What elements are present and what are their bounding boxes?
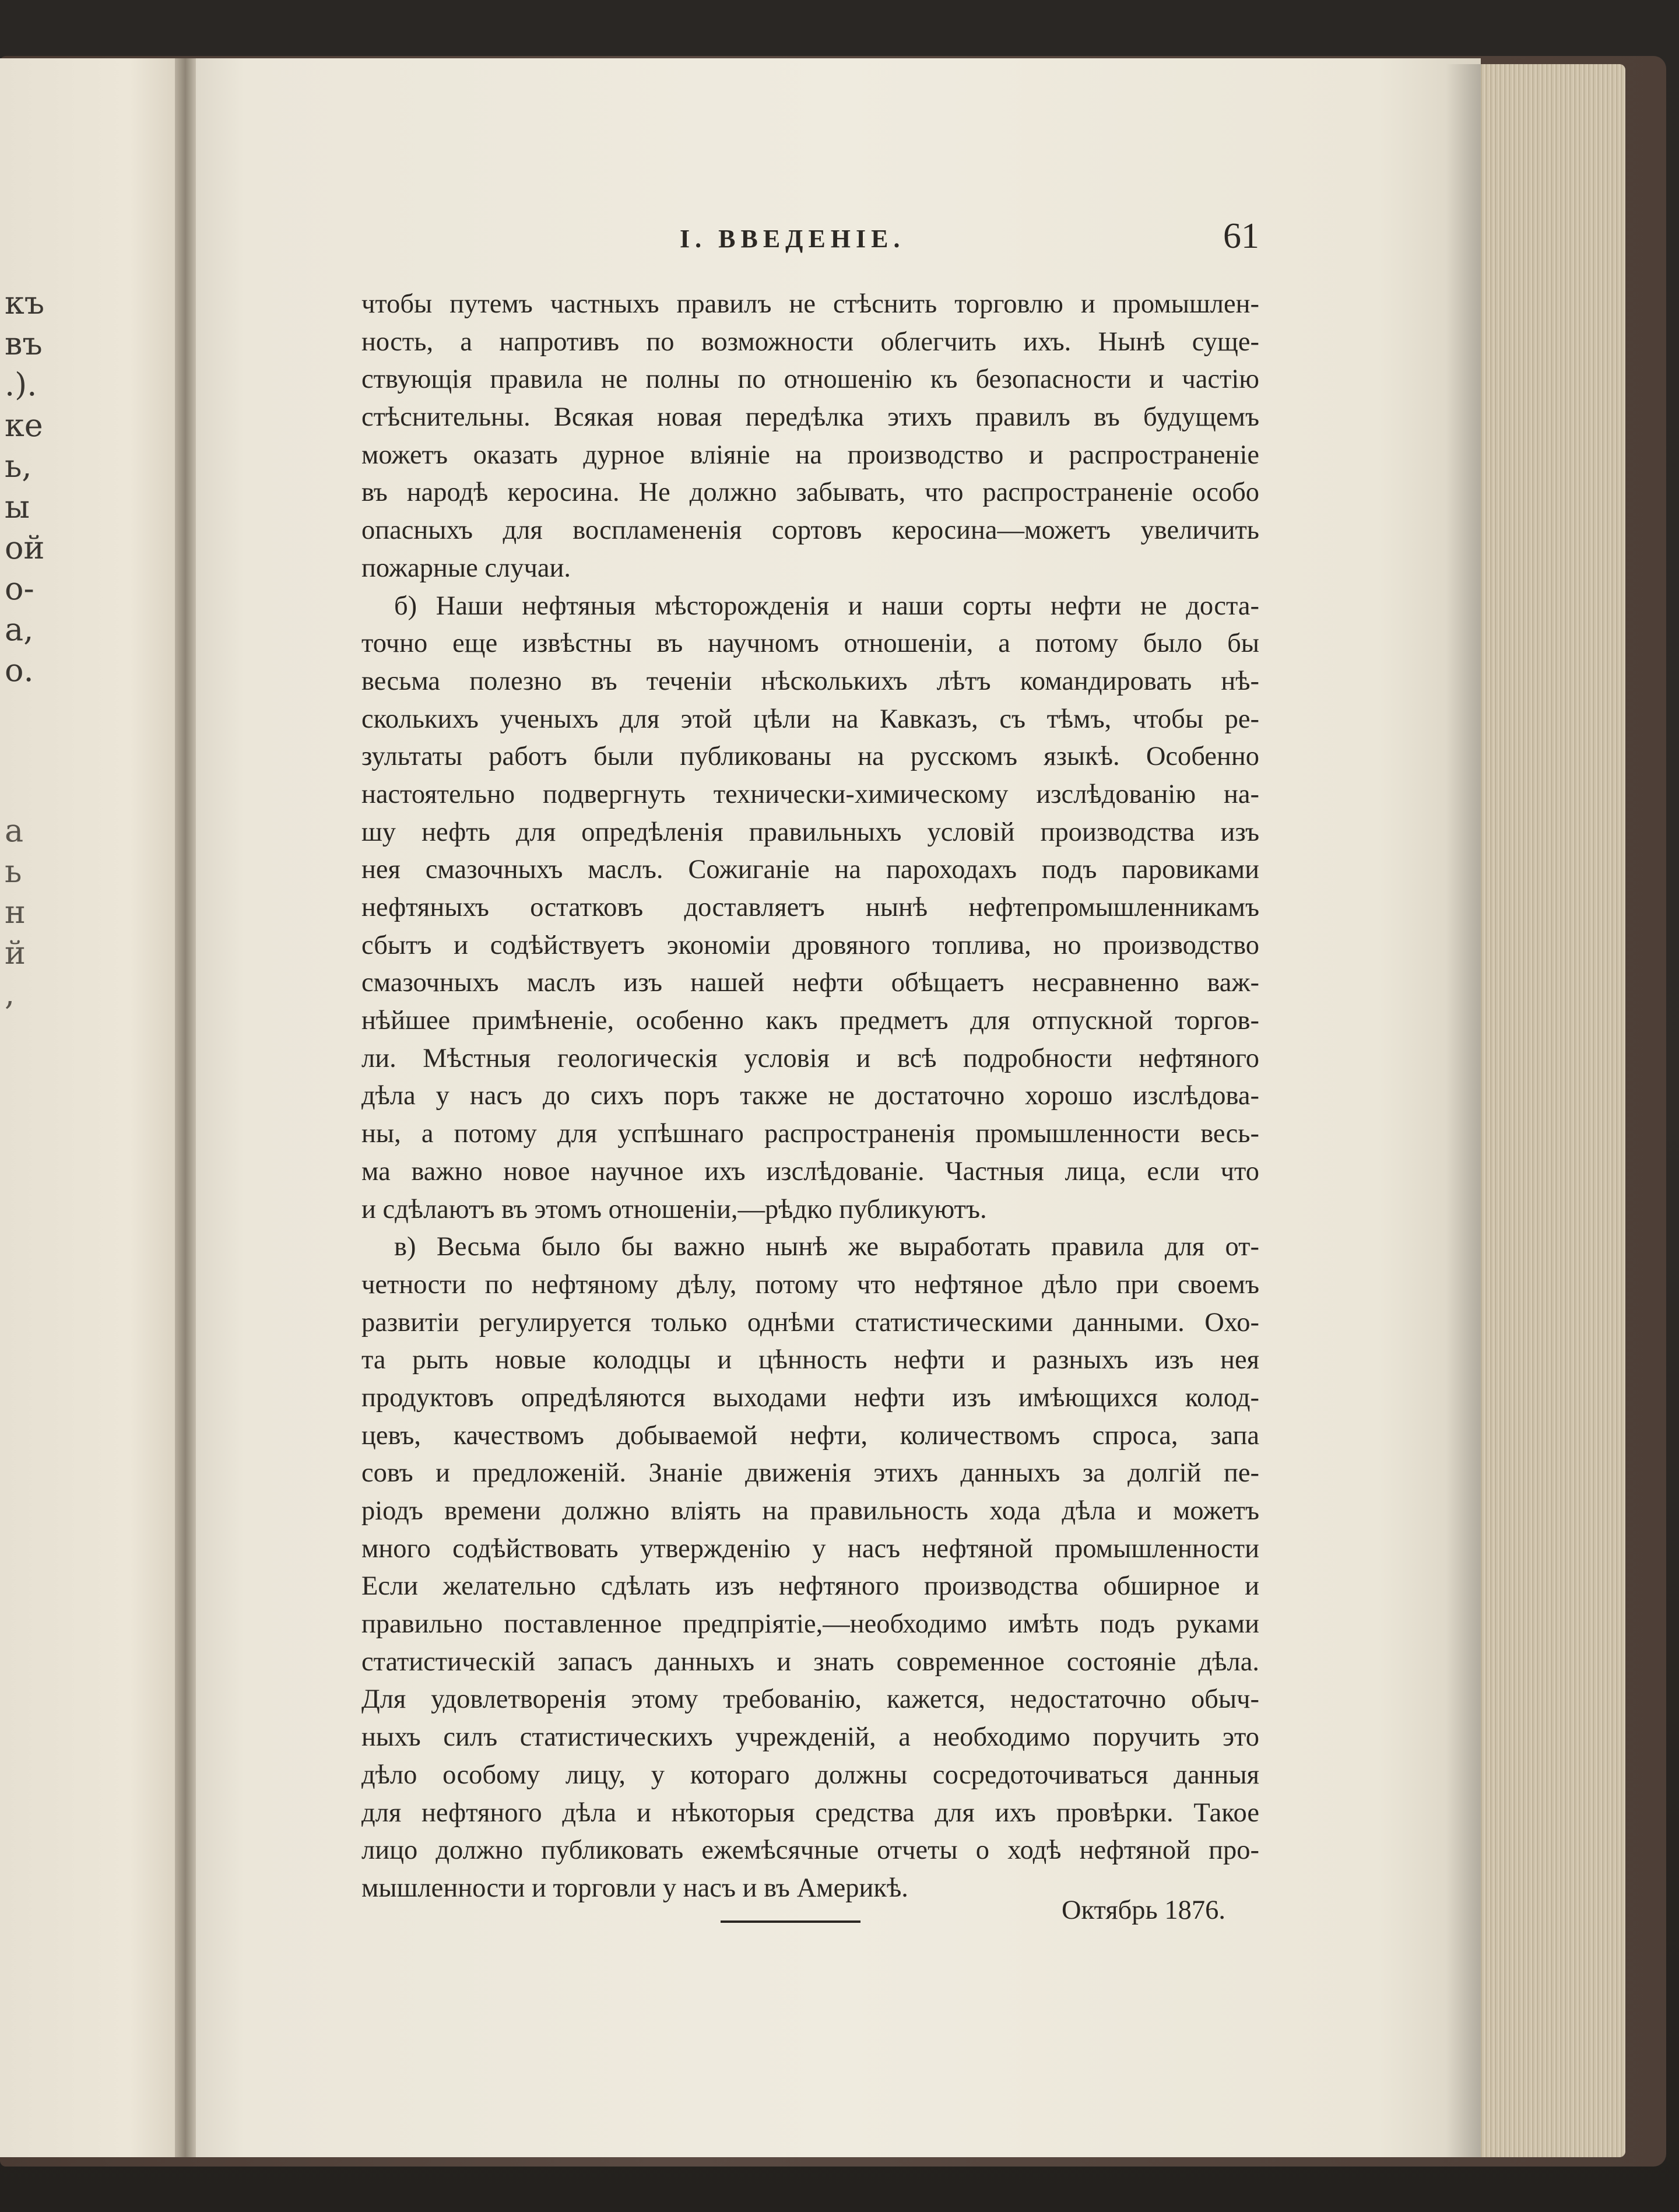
text-line: въ народѣ керосина. Не должно забывать, что распространеніе особо (361, 477, 1259, 508)
left-fragment: а (5, 812, 24, 849)
text-line: статистическій запасъ данныхъ и знать современное состояніе дѣла. (361, 1646, 1259, 1677)
text-line: ствующія правила не полны по отношенію къ безопасности и частію (361, 364, 1259, 395)
page-body-text (361, 286, 1259, 1908)
text-line: ны, а потому для успѣшнаго распространенія промышленности весь- (361, 1119, 1259, 1149)
left-fragment: , (5, 975, 15, 1012)
text-line: четности по нефтяному дѣлу, потому что нефтяное дѣло при своемъ (361, 1269, 1259, 1300)
text-line: весьма полезно въ теченіи нѣсколькихъ лѣтъ командировать нѣ- (361, 666, 1259, 696)
left-fragment: къ (5, 285, 45, 321)
text-line: можетъ оказать дурное вліяніе на производство и распространеніе (361, 440, 1259, 470)
left-fragment: въ (5, 325, 43, 362)
left-fragment: ь, (5, 448, 32, 484)
left-fragment: ой (5, 529, 45, 566)
text-line: правильно поставленное предпріятіе,—необходимо имѣть подъ руками (361, 1609, 1259, 1639)
text-line: ность, а напротивъ по возможности облегчить ихъ. Нынѣ суще- (361, 326, 1259, 357)
text-line: сбытъ и содѣйствуетъ экономіи дровяного топлива, но производство (361, 930, 1259, 960)
text-line: ріодъ времени должно вліять на правильность хода дѣла и можетъ (361, 1496, 1259, 1526)
running-header (680, 216, 1259, 262)
text-line: стѣснительны. Всякая новая передѣлка этихъ правилъ въ будущемъ (361, 402, 1259, 433)
page-edge-shadow (1446, 64, 1481, 2157)
closing-rule (721, 1920, 860, 1923)
closing-date: Октябрь 1876. (1061, 1895, 1225, 1925)
text-line: нѣйшее примѣненіе, особенно какъ предметъ для отпускной торгов- (361, 1006, 1259, 1036)
text-line: сколькихъ ученыхъ для этой цѣли на Кавказъ, съ тѣмъ, чтобы ре- (361, 704, 1259, 734)
text-line: дѣла у насъ до сихъ поръ также не достаточно хорошо изслѣдова- (361, 1081, 1259, 1111)
left-page-text-fragments-lower (5, 810, 28, 1014)
text-line: б) Наши нефтяныя мѣсторожденія и наши сорты нефти не доста- (394, 591, 1259, 621)
left-fragment: о- (5, 570, 34, 607)
text-line: ныхъ силъ статистическихъ учрежденій, а необходимо поручить это (361, 1722, 1259, 1753)
text-line: ли. Мѣстныя геологическія условія и всѣ подробности нефтяного (361, 1043, 1259, 1073)
text-line: шу нефть для опредѣленія правильныхъ условій производства изъ (361, 817, 1259, 847)
chapter-title: I. ВВЕДЕНІЕ. (680, 224, 905, 253)
text-line: много содѣйствовать утвержденію у насъ нефтяной промышленности (361, 1533, 1259, 1564)
text-line: мышленности и торговли у насъ и въ Америкѣ. (361, 1873, 908, 1903)
text-line: настоятельно подвергнуть технически-химическому изслѣдованію на- (361, 779, 1259, 809)
text-line: совъ и предложеній. Знаніе движенія этихъ данныхъ за долгій пе- (361, 1458, 1259, 1488)
text-line: Если желательно сдѣлать изъ нефтяного производства обширное и (361, 1571, 1259, 1602)
text-line: опасныхъ для воспламененія сортовъ керосина—можетъ увеличить (361, 515, 1259, 546)
text-line: зультаты работъ были публикованы на русскомъ языкѣ. Особенно (361, 742, 1259, 772)
left-page-text-fragments (5, 283, 45, 691)
text-line: в) Весьма было бы важно нынѣ же выработать правила для от- (394, 1232, 1259, 1262)
left-fragment: кe (5, 407, 43, 444)
text-line: точно еще извѣстны въ научномъ отношеніи, а потому было бы (361, 629, 1259, 659)
text-line: Для удовлетворенія этому требованію, кажется, недостаточно обыч- (361, 1684, 1259, 1715)
text-line: цевъ, качествомъ добываемой нефти, количествомъ спроса, запа (361, 1420, 1259, 1451)
text-line: нея смазочныхъ маслъ. Сожиганіе на пароходахъ подъ паровиками (361, 855, 1259, 885)
left-fragment: а, (5, 611, 34, 648)
text-line: и сдѣлаютъ въ этомъ отношеніи,—рѣдко публикуютъ. (361, 1194, 987, 1224)
book-gutter (175, 58, 196, 2157)
text-line: для нефтяного дѣла и нѣкоторыя средства для ихъ провѣрки. Такое (361, 1797, 1259, 1828)
text-line: та рыть новые колодцы и цѣнность нефти и разныхъ изъ нея (361, 1345, 1259, 1375)
left-fragment: ь (5, 853, 22, 890)
text-line: ма важно новое научное ихъ изслѣдованіе. Частныя лица, если что (361, 1156, 1259, 1186)
left-fragment: н (5, 894, 26, 931)
text-line: нефтяныхъ остатковъ доставляетъ нынѣ нефтепромышленникамъ (361, 893, 1259, 922)
text-line: пожарные случаи. (361, 553, 571, 583)
left-fragment: й (5, 935, 26, 971)
text-line: смазочныхъ маслъ изъ нашей нефти обѣщаетъ несравненно важ- (361, 968, 1259, 998)
text-line: лицо должно публиковать ежемѣсячные отчеты о ходѣ нефтяной про- (361, 1835, 1259, 1866)
left-fragment: .). (5, 366, 37, 403)
page-footer (361, 1889, 1259, 1936)
page-fore-edge (1474, 64, 1625, 2157)
left-fragment: о. (5, 652, 34, 689)
text-line: развитіи регулируется только однѣми статистическими данными. Охо- (361, 1307, 1259, 1337)
text-line: дѣло особому лицу, у котораго должны сосредоточиваться данныя (361, 1760, 1259, 1790)
text-line: чтобы путемъ частныхъ правилъ не стѣснить торговлю и промышлен- (361, 289, 1259, 319)
text-line: продуктовъ опредѣляются выходами нефти изъ имѣющихся колод- (361, 1382, 1259, 1413)
page-number: 61 (1223, 216, 1259, 256)
left-fragment: ы (5, 489, 30, 525)
